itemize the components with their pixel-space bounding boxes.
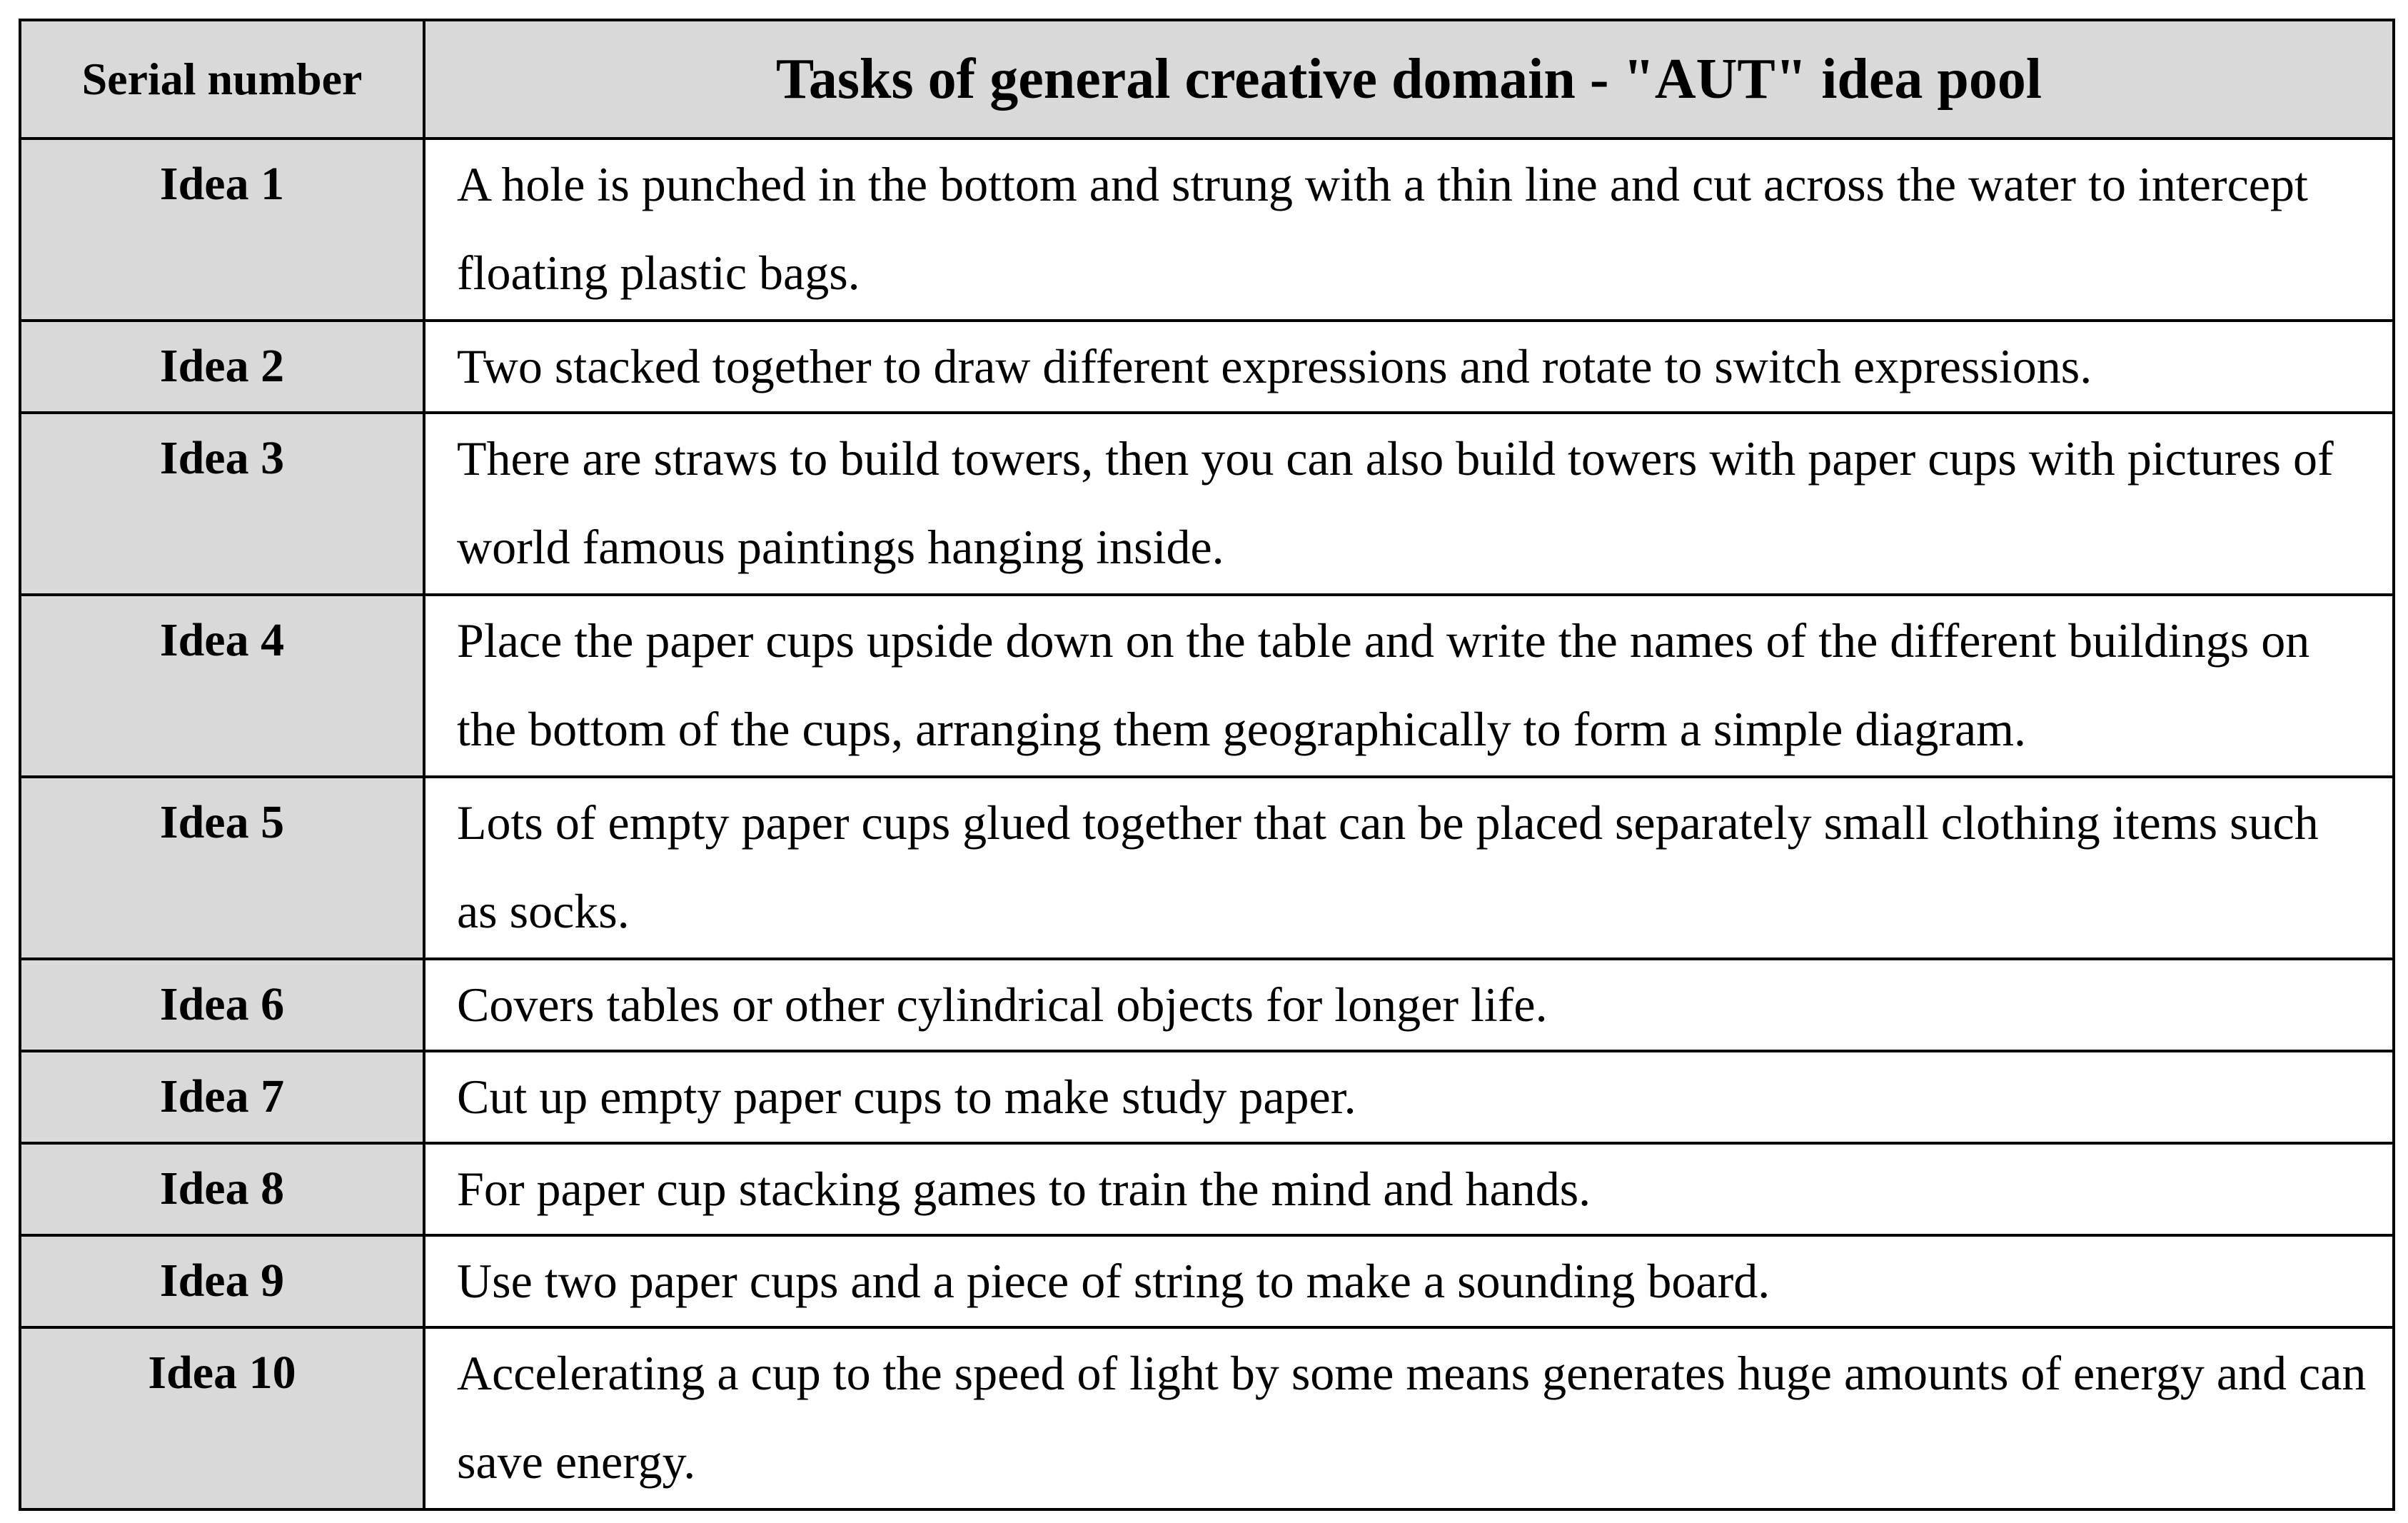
table-row [20, 1051, 2394, 1143]
idea-label: Idea 3 [20, 413, 424, 595]
idea-label: Idea 6 [20, 959, 424, 1051]
idea-label: Idea 8 [20, 1143, 424, 1235]
table-row [20, 1327, 2394, 1509]
idea-label: Idea 9 [20, 1235, 424, 1327]
table-row [20, 1143, 2394, 1235]
idea-description: Cut up empty paper cups to make study paper. [424, 1051, 2394, 1143]
idea-description: There are straws to build towers, then you can also build towers with paper cups with pictures of world famous paintings hanging inside. [424, 413, 2394, 595]
aut-idea-pool-table [19, 19, 2395, 1511]
idea-description: Covers tables or other cylindrical objects for longer life. [424, 959, 2394, 1051]
idea-description: Accelerating a cup to the speed of light by some means generates huge amounts of energy and can save energy. [424, 1327, 2394, 1509]
table-row [20, 595, 2394, 777]
idea-description: Use two paper cups and a piece of string to make a sounding board. [424, 1235, 2394, 1327]
idea-description: For paper cup stacking games to train the mind and hands. [424, 1143, 2394, 1235]
idea-description: Two stacked together to draw different expressions and rotate to switch expressions. [424, 321, 2394, 413]
idea-label: Idea 5 [20, 777, 424, 959]
idea-label: Idea 4 [20, 595, 424, 777]
table-row [20, 413, 2394, 595]
serial-number-header: Serial number [20, 20, 424, 139]
idea-label: Idea 2 [20, 321, 424, 413]
idea-description: Place the paper cups upside down on the table and write the names of the different buildings on the bottom of the cups, arranging them geographically to form a simple diagram. [424, 595, 2394, 777]
table-row [20, 321, 2394, 413]
idea-label: Idea 7 [20, 1051, 424, 1143]
table-header [20, 20, 2394, 139]
idea-description: Lots of empty paper cups glued together that can be placed separately small clothing items such as socks. [424, 777, 2394, 959]
table-body [20, 139, 2394, 1509]
idea-label: Idea 10 [20, 1327, 424, 1509]
table-row [20, 959, 2394, 1051]
idea-description: A hole is punched in the bottom and strung with a thin line and cut across the water to intercept floating plastic bags. [424, 139, 2394, 321]
idea-label: Idea 1 [20, 139, 424, 321]
header-row [20, 20, 2394, 139]
table-row [20, 1235, 2394, 1327]
table-row [20, 139, 2394, 321]
table-row [20, 777, 2394, 959]
tasks-header: Tasks of general creative domain - "AUT" idea pool [424, 20, 2394, 139]
